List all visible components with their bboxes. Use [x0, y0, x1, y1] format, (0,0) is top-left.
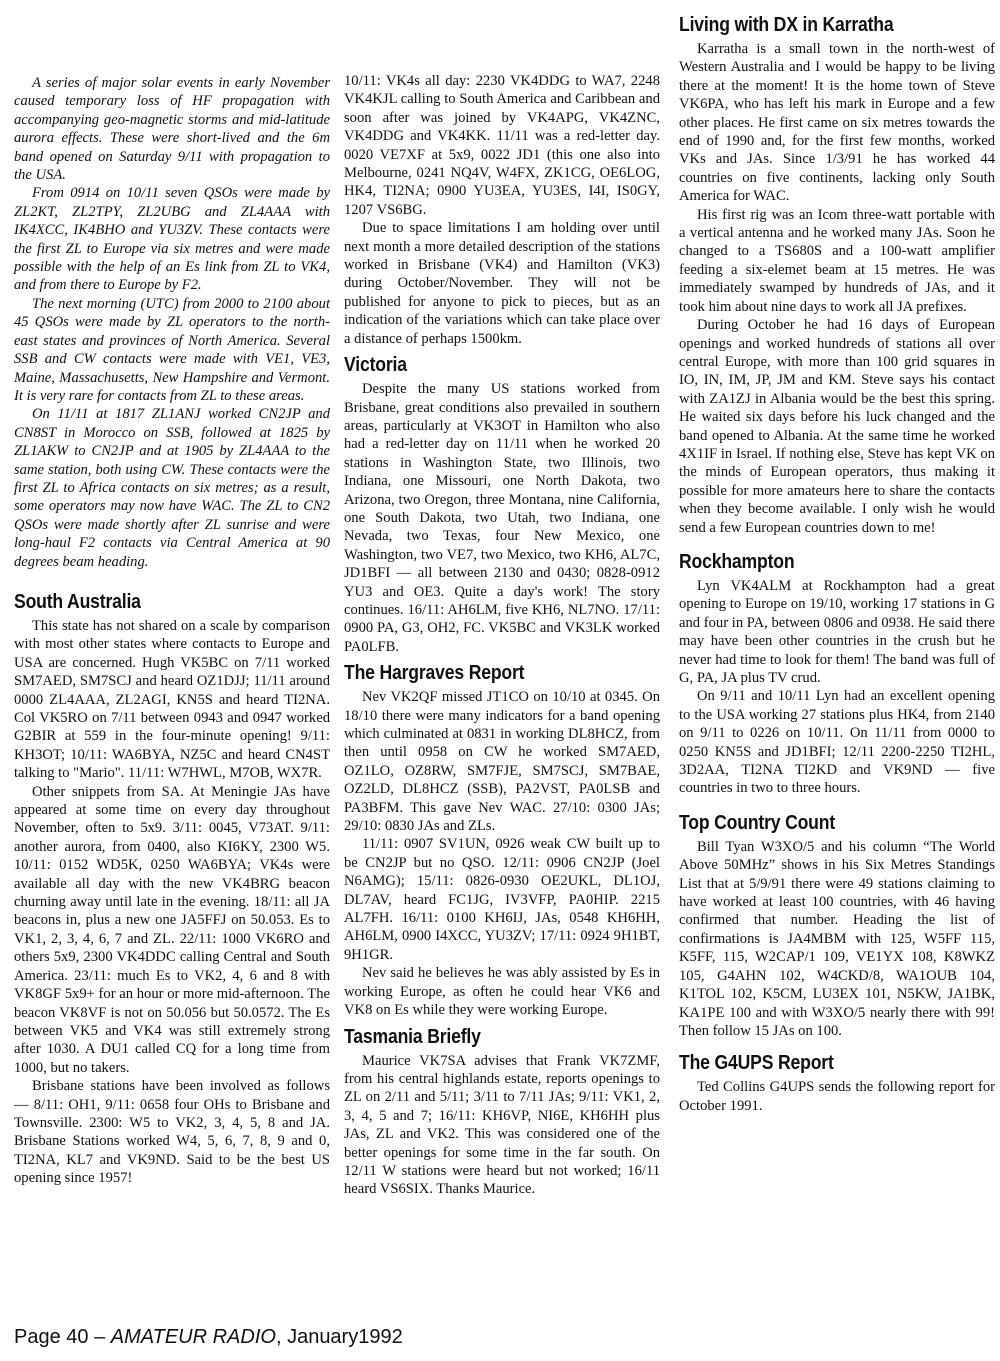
page-footer — [14, 1326, 403, 1349]
body-paragraph: Brisbane stations have been involved as follows — 8/11: OH1, 9/11: 0658 four OHs to Brisbane and Townsville. 2300: W5 to VK2, 3, 4, 5, 8 and JA. Brisbane Stations worked W4, 5, 6, 7, 8, 9 and 0, TI2NA, KL7 and VK9ND. Said to be the best US opening since 1957! — [14, 1078, 330, 1187]
intro-paragraph: A series of major solar events in early November caused temporary loss of HF propagation with accompanying geo-magnetic storms and mid-latitude aurora effects. These were short-lived and the 6m band opened on Saturday 9/11 with propagation to the USA. — [14, 75, 330, 184]
column-2 — [344, 72, 660, 1199]
body-paragraph: This state has not shared on a scale by comparison with most other states where contacts to Europe and USA are concerned. Hugh VK5BC on 7/11 worked SM7AED, SM7SCJ and heard OZ1DJJ; 11/11 around 0000 ZL4AAA, ZL2AGI, KN5S and heard TI2NA. Col VK5RO on 7/11 between 0943 and 0947 worked G2BIR at 559 in the four-minute opening! 9/11: KH3OT; 10/11: WA6BYA, NZ5C and heard CN4ST talking to "Mario". 11/11: W7HWL, M7OB, WX7R. — [14, 617, 330, 782]
body-paragraph: During October he had 16 days of European openings and worked hundreds of stations all over central Europe, with more than 100 grid squares in IO, IN, IM, JP, JM and KM. Steve says his contact with ZA1ZJ in Albania would be the best this spring. He waited six days before his luck changed and the band opened to Albania. At the same time he worked 4X1IF in Israel. If nothing else, Steve has kept VK on the minds of European operators, thus making it possible for more amateurs here to share the contacts when they become available. I only wish he would send a few European countries down to me! — [679, 317, 995, 536]
body-paragraph: 11/11: 0907 SV1UN, 0926 weak CW built up to be CN2JP but no QSO. 12/11: 0906 CN2JP (Joel N6AMG); 15/11: 0826-0930 OE2UKL, DL1OJ, DL7AV, heard FC1JG, IV3VFP, PA0HIP. 2215 AL7FH. 16/11: 0100 KH6IJ, JAs, 0548 KH6HH, AH6LM, 0900 I4XCC, YU3ZV; 17/11: 0924 9H1BT, 9H1GR. — [344, 836, 660, 963]
body-paragraph: Nev VK2QF missed JT1CO on 10/10 at 0345. On 18/10 there were many indicators for a band opening which culminated at 0831 in working DL8HCZ, from then until 0958 on CW he worked SM7AED, OZ1LO, OZ8RW, SM7FJE, SM7SCJ, SM7BAE, OZ2LD, DL8HCZ (SSB), PA2VST, PA0LSB and PA3BFM. This gave Nev WAC. 27/10: 0300 JAs; 29/10: 0830 JAs and ZLs. — [344, 689, 660, 835]
section-heading-karratha: Living with DX in Karratha — [679, 14, 894, 36]
body-paragraph: Ted Collins G4UPS sends the following report for October 1991. — [679, 1079, 995, 1114]
body-paragraph: Due to space limitations I am holding over until next month a more detailed description of the stations worked in Brisbane (VK4) and Hamilton (VK3) during October/November. They will not be published for anyone to pick to pieces, but as an indication of the variations which can take place over a distance of perhaps 1500km. — [344, 220, 660, 347]
column-1 — [14, 74, 330, 1188]
body-paragraph: Other snippets from SA. At Meningie JAs have appeared at some time on every day throughout November, often to 5x9. 3/11: 0045, V73AT. 9/11: another aurora, from 0400, also KI6KY, 2300 W5. 10/11: 0152 WD5K, 0250 WA6BYA; VK4s were available all day with the new VK4BRG beacon churning away until late in the evening. 18/11: all JA beacons in, plus a new one JA5FFJ on 50.053. Es to VK1, 2, 3, 4, 6, 7 and ZL. 22/11: 1000 VK6RO and others 5x9, 2300 VK4DDC calling Central and South America. 23/11: much Es to VK2, 4, 6 and 8 with VK8GF 5x9+ for an hour or more mid-afternoon. The beacon VK8VF is not on 50.056 but 50.0572. The Es between VK5 and VK4 was still extremely strong after 1030. A DU1 called CQ for a long time from 1000, but no takers. — [14, 783, 330, 1076]
body-paragraph: His first rig was an Icom three-watt portable with a vertical antenna and he worked many JAs. Soon he changed to a TS680S and a 100-watt amplifier feeding a six-elemet beam at 15 metres. He was immediately swamped by hundreds of JAs, and it took him about nine days to work all JA prefixes. — [679, 206, 995, 315]
body-paragraph: Despite the many US stations worked from Brisbane, great conditions also prevailed in southern areas, particularly at VK3OT in Hamilton who also had a red-letter day on 11/11 when he worked 20 stations in Washington State, two Illinois, two Indiana, one Missouri, one North Dakota, two Arizona, two Oregon, three Montana, nine California, one South Dakota, two Utah, two Indiana, one Nevada, two Texas, four New Mexico, one Washington, two VE7, two Mexico, two KH6, AL7C, JD1BFI — all between 2130 and 0430; 0828-0912 YU3 and OE3. Quite a day's work! The story continues. 16/11: AH6LM, five KH6, NL7NO. 17/11: 0900 PA, G3, OH2, FC. VK5BC and VK3LK worked PA0LFB. — [344, 381, 660, 655]
section-heading-rockhampton: Rockhampton — [679, 550, 795, 573]
body-paragraph: Karratha is a small town in the north-west of Western Australia and I would be happy to be living there at the moment! It is the home town of Steve VK6PA, who has left his mark in Europe and a few other places. He first came on six metres towards the end of 1990 and, for the first few months, worked VKs and JAs. Since 1/3/91 he has worked 44 countries on five continents, lacking only South America for WAC. — [679, 41, 995, 205]
intro-paragraph: On 11/11 at 1817 ZL1ANJ worked CN2JP and CN8ST in Morocco on SSB, followed at 1825 by ZL1AKW to CN2JP and at 1905 by ZL4AAA to the same station, both using CW. These contacts were the first ZL to Africa contacts on six metres; as a result, some operators may now have WAC. The ZL to CN2 QSOs were made shortly after ZL sunrise and were long-haul F2 contacts via Central America at 90 degrees beam heading. — [14, 406, 330, 570]
body-paragraph: Nev said he believes he was ably assisted by Es in working Europe, as often he could hear VK6 and VK8 on Es while they were working Europe. — [344, 965, 660, 1019]
section-heading-top-country: Top Country Count — [679, 811, 836, 834]
page-number: Page 40 – — [14, 1326, 111, 1348]
column-3 — [679, 8, 995, 1115]
body-paragraph: Maurice VK7SA advises that Frank VK7ZMF, from his central highlands estate, reports openings to ZL on 2/11 and 5/11; 3/11 to 7/11 JAs; 9/11: VK1, 2, 3, 4, 5 and 7; 16/11: KH6VP, NI6E, KH6HH plus JAs, ZL and VK2. This was considered one of the better openings for some time in the far south. On 12/11 W stations were heard but not worked; 16/11 heard VS6SIX. Thanks Maurice. — [344, 1052, 660, 1198]
section-heading-tasmania: Tasmania Briefly — [344, 1025, 481, 1048]
issue-date: , January1992 — [275, 1326, 403, 1348]
body-paragraph: 10/11: VK4s all day: 2230 VK4DDG to WA7, 2248 VK4KJL calling to South America and Caribbean and soon after was joined by VK4APG, VK4ZNC, VK4DDG and VK4KK. 11/11 was a red-letter day. 0020 VE7XF at 5x9, 0022 JD1 (this one also into Melbourne, 0241 NQ4V, W4FX, ZK1CG, OE6LOG, HK4, TI2NA; 0900 YU3EA, YU3ES, I4I, IS0GY, 1207 VS6BG. — [344, 73, 660, 218]
body-paragraph: Lyn VK4ALM at Rockhampton had a great opening to Europe on 19/10, working 17 stations in G and four in PA, between 0806 and 0938. He said there may have been other countries in the crush but he never had time to look for them! The band was full of G, PA, JA plus TV crud. — [679, 577, 995, 686]
intro-paragraph: From 0914 on 10/11 seven QSOs were made by ZL2KT, ZL2TPY, ZL2UBG and ZL4AAA with IK4XCC, IK4BHO and YU3ZV. These contacts were the first ZL to Europe via six metres and were made possible with the help of an Es link from ZL to VK4, and from there to Europe by F2. — [14, 185, 330, 294]
intro-paragraph: The next morning (UTC) from 2000 to 2100 about 45 QSOs were made by ZL operators to the north-east states and provinces of North America. Several SSB and CW contacts were made with VE1, VE3, Maine, Massachusetts, New Hampshire and Vermont. It is very rare for contacts from ZL to these areas. — [14, 295, 330, 404]
section-heading-g4ups: The G4UPS Report — [679, 1052, 834, 1075]
magazine-title: AMATEUR RADIO — [110, 1326, 276, 1348]
body-paragraph: On 9/11 and 10/11 Lyn had an excellent opening to the USA working 27 stations plus HK4, from 2140 on 9/11 to 0226 on 10/11. On 11/11 from 0000 to 0250 KN5S and JD1BFI; 12/11 2200-2250 TI2HL, 3D2AA, TI2NA TI2KD and VK9ND — five countries in two to three hours. — [679, 688, 995, 797]
section-heading-hargraves: The Hargraves Report — [344, 662, 525, 685]
section-heading-south-australia: South Australia — [14, 590, 141, 613]
section-heading-victoria: Victoria — [344, 354, 407, 377]
body-paragraph: Bill Tyan W3XO/5 and his column “The World Above 50MHz” shows in his Six Metres Standings List that at 5/9/91 there were 49 stations claiming to have worked at least 100 countries, with 46 having confirmed that number. Heading the list of confirmations is JA4MBM with 125, W5FF 115, K5FF, 115, W2CAP/1 109, VE1YX 108, K8WKZ 105, G4AHN 102, W4CKD/8, WA1OUB 104, K1TOL 102, K5CM, LU3EX 101, N5KW, JA1BK, KA1PE 100 and with W3XO/5 nearly there with 99! Then follow 15 JAs on 100. — [679, 838, 995, 1039]
